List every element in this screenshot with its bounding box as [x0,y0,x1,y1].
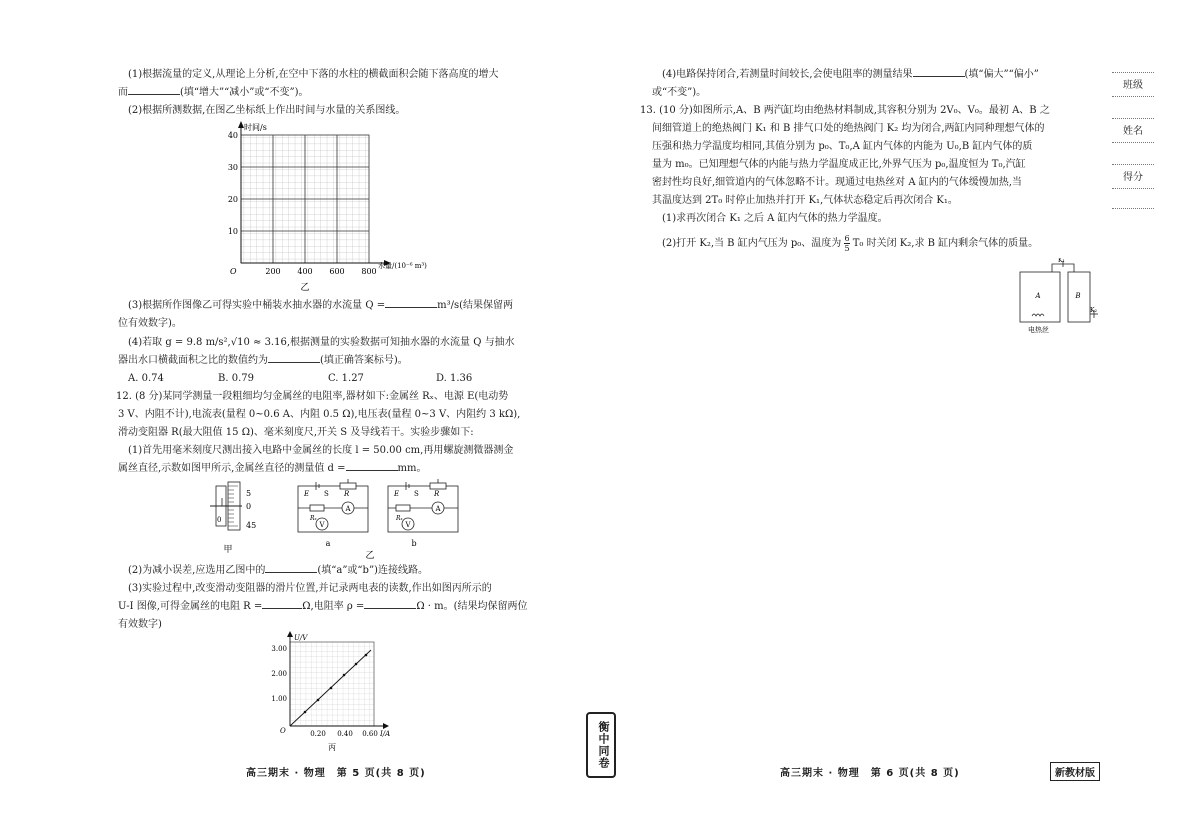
q2-line: (2)根据所测数据,在图乙坐标纸上作出时间与水量的关系图线。 [128,105,406,116]
micrometer-figure [208,478,278,558]
svg-text:E: E [304,490,310,498]
brand-stamp: 衡中同卷 [586,712,616,778]
q4-line1: (4)若取 g = 9.8 m/s²,√10 ≈ 3.16,根据测量的实验数据可知抽水器的水流量 Q 与抽水 [128,337,515,348]
svg-text:S: S [414,490,419,498]
svg-text:V: V [319,521,325,529]
graph-origin: O [230,267,237,276]
q13-line4: 量为 m₀。已知理想气体的内能与热力学温度成正比,外界气压为 p₀,温度恒为 T₀,汽缸 [652,159,1026,170]
svg-text:R: R [344,490,350,498]
valve-k1-label: K₁ [1058,258,1065,264]
option-b: B. 0.79 [218,373,254,384]
q13-line1: 13. (10 分)如图所示,A、B 两汽缸均由绝热材料制成,其容积分别为 2V₀、V₀。最初 A、B 之 [640,105,1050,116]
svg-text:E: E [394,490,400,498]
cylinder-a-label: A [1035,292,1041,300]
graph-y-label: 时间/s [244,123,267,132]
ui-x-label: I/A [380,730,391,738]
graph-y-tick: 10 [227,227,238,236]
ui-y-label: U/V [294,634,308,642]
q1-line1: (1)根据流量的定义,从理论上分析,在空中下落的水柱的横截面积会随下落高度的增大 [128,69,499,80]
q3-line2: 位有效数字)。 [118,318,182,329]
graph-x-tick: 200 [265,267,281,276]
answer-blank [128,84,180,95]
q12-line2: 3 V、内阻不计),电流表(量程 0~0.6 A、内阻 0.5 Ω),电压表(量程 0~3 V、内阻约 3 kΩ), [118,409,521,420]
q13-part2: (2)打开 K₂,当 B 缸内气压为 p₀、温度为 $\frac{6}{5}$ T₀ 时关闭 K₂,求 B 缸内剩余气体的质量。 [662,234,1039,253]
answer-blank [364,598,416,609]
ui-graph [258,630,398,754]
svg-text:A: A [435,505,441,513]
q13-line5: 密封性均良好,细管道内的气体忽略不计。现通过电热丝对 A 缸内的气体缓慢加热,当 [652,177,1022,188]
q12-1-line1: (1)首先用毫米刻度尺测出接入电路中金属丝的长度 l = 50.00 cm,再用螺旋测微器测金 [128,445,514,456]
graph-y-tick: 40 [227,131,238,140]
fig-jia-caption: 甲 [223,545,233,555]
circuit-b-label: b [411,539,417,548]
q1-line2: 而 (填“增大”“减小”或“不变”)。 [118,84,308,102]
ui-x-tick: 0.20 [310,730,326,738]
option-d: D. 1.36 [436,373,473,384]
answer-blank [346,460,398,471]
answer-blank [385,297,437,308]
micrometer-tick: 5 [246,489,252,498]
cylinder-figure [1012,258,1102,338]
q12-2-line: (2)为减小误差,应选用乙图中的 (填“a”或“b”)连接线路。 [128,562,428,580]
graph-x-tick: 600 [329,267,345,276]
q12-line1: 12. (8 分)某同学测量一段粗细均匀金属丝的电阻率,器材如下:金属丝 Rₓ、电源 E(电动势 [116,391,509,402]
graph-x-tick: 400 [297,267,313,276]
answer-blank [913,66,965,77]
heater-label: 电热丝 [1028,326,1049,334]
graph-y-tick: 20 [227,195,238,204]
circuit-figures [296,478,466,562]
right-footer: 高三期末 · 物理 第 6 页(共 8 页) [780,768,960,779]
micrometer-zero: 0 [217,516,222,524]
answer-blank [268,352,320,363]
q3-line1: (3)根据所作图像乙可得实验中桶装水抽水器的水流量 Q = m³/s(结果保留两 [128,297,513,315]
circuit-a [298,479,368,532]
ui-y-tick: 2.00 [271,670,287,678]
q12-3-line2: U-I 图像,可得金属丝的电阻 R = Ω,电阻率 ρ = Ω · m。(结果均保留两位 [118,598,528,616]
q13-line6: 其温度达到 2T₀ 时停止加热并打开 K₁,气体状态稳定后再次闭合 K₁。 [652,195,958,206]
q13-line2: 间细管道上的绝热阀门 K₁ 和 B 排气口处的绝热阀门 K₂ 均为闭合,两缸内同种理想气体的 [652,123,1045,134]
micrometer-tick: 0 [246,502,252,511]
q12-line3: 滑动变阻器 R(最大阻值 15 Ω)、毫米刻度尺,开关 S 及导线若干。实验步骤如下: [118,427,474,438]
graph-x-label: 水量/(10⁻⁶ m³) [378,262,427,270]
graph-caption: 乙 [300,283,310,293]
graph-x-tick: 800 [361,267,377,276]
ui-x-tick: 0.60 [362,730,378,738]
cylinder-b-label: B [1075,292,1081,300]
circuit-a-label: a [325,539,331,548]
svg-text:A: A [345,505,351,513]
option-c: C. 1.27 [328,373,364,384]
micrometer-tick: 45 [246,521,257,530]
ui-y-tick: 1.00 [271,695,287,703]
svg-text:Rₓ: Rₓ [310,515,317,522]
ui-y-tick: 3.00 [271,645,287,653]
svg-text:S: S [324,490,329,498]
q12-3-line1: (3)实验过程中,改变滑动变阻器的滑片位置,并记录两电表的读数,作出如图丙所示的 [128,583,492,594]
time-water-graph [218,118,448,298]
q12-1-line2: 属丝直径,示数如图甲所示,金属丝直径的测量值 d = mm。 [118,460,426,478]
q12-3-line3: 有效数字) [118,619,162,630]
ui-origin: O [280,727,286,735]
circuit-b [388,479,458,532]
svg-text:V: V [405,521,411,529]
ui-x-tick: 0.40 [337,730,353,738]
svg-text:Rₓ: Rₓ [396,515,403,522]
svg-text:R: R [434,490,440,498]
edition-badge: 新教材版 [1050,762,1100,781]
q4-line2: 器出水口横截面积之比的数值约为 (填正确答案标号)。 [118,352,408,370]
q13-line3: 压强和热力学温度均相同,其值分别为 p₀、T₀,A 缸内气体的内能为 U₀,B 缸内气体的质 [652,141,1033,152]
graph-y-tick: 30 [227,163,238,172]
q4b-line1: (4)电路保持闭合,若测量时间较长,会使电阻率的测量结果 (填“偏大”“偏小” [662,66,1039,84]
fig-yi-caption: 乙 [365,551,375,561]
option-a: A. 0.74 [128,373,164,384]
fraction: $\frac{6}{5}$ [844,234,850,253]
answer-blank [262,598,302,609]
answer-blank [265,562,317,573]
q4b-line2: 或“不变”)。 [652,87,707,98]
q13-part1: (1)求再次闭合 K₁ 之后 A 缸内气体的热力学温度。 [662,213,888,224]
sidebar-class: 班级 [1123,80,1143,91]
ui-caption: 丙 [328,743,336,752]
sidebar-name: 姓名 [1123,126,1143,137]
left-footer: 高三期末 · 物理 第 5 页(共 8 页) [246,768,426,779]
valve-k2-label: K₂ [1090,307,1097,314]
sidebar-score: 得分 [1123,172,1143,183]
